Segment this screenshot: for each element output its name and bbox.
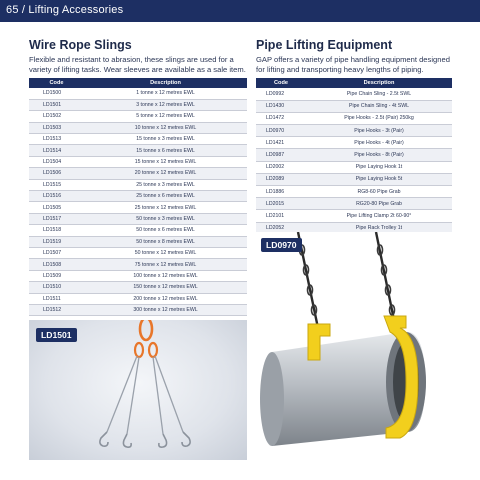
- product-code-cell: LD1430: [256, 100, 306, 112]
- product-code-cell: LD1519: [29, 236, 84, 247]
- product-description-cell: Pipe Hooks - 3t (Pair): [306, 125, 452, 137]
- product-code-cell: LD1886: [256, 186, 306, 198]
- table-row: [29, 236, 247, 247]
- product-description-cell: 100 tonne x 12 metres EWL: [84, 270, 247, 281]
- product-description-cell: 300 tonne x 12 metres EWL: [84, 304, 247, 315]
- pipe-lifting-table: [256, 78, 452, 235]
- table-row: [256, 100, 452, 112]
- product-description-cell: 3 tonne x 12 metres EWL: [84, 99, 247, 110]
- product-code-cell: LD2015: [256, 198, 306, 210]
- pipe-lifting-heading: Pipe Lifting Equipment: [256, 38, 393, 52]
- product-code-cell: LD1502: [29, 111, 84, 122]
- column-header-code: Code: [256, 78, 306, 88]
- pipe-lifting-intro: GAP offers a variety of pipe handling equipment designed for lifting and transporting heavy lengths of piping.: [256, 55, 450, 74]
- product-description-cell: 75 tonne x 12 metres EWL: [84, 259, 247, 270]
- product-code-cell: LD1509: [29, 270, 84, 281]
- table-row: [29, 191, 247, 202]
- table-row: [29, 122, 247, 133]
- product-description-cell: Pipe Hooks - 2.5t (Pair) 250kg: [306, 112, 452, 124]
- product-description-cell: 25 tonne x 6 metres EWL: [84, 191, 247, 202]
- product-description-cell: RG8-60 Pipe Grab: [306, 186, 452, 198]
- product-description-cell: 50 tonne x 3 metres EWL: [84, 213, 247, 224]
- product-code-cell: LD1513: [29, 134, 84, 145]
- product-code-cell: LD1517: [29, 213, 84, 224]
- product-code-cell: LD1510: [29, 282, 84, 293]
- table-row: [29, 202, 247, 213]
- product-description-cell: 50 tonne x 12 metres EWL: [84, 247, 247, 258]
- product-description-cell: Pipe Hooks - 4t (Pair): [306, 137, 452, 149]
- table-row: [256, 161, 452, 173]
- product-code-cell: LD1421: [256, 137, 306, 149]
- product-description-cell: 20 tonne x 12 metres EWL: [84, 168, 247, 179]
- wire-rope-intro: Flexible and resistant to abrasion, these slings are used for a variety of lifting tasks. Wear sleeves are available as a sale item.: [29, 55, 246, 74]
- product-code-cell: LD1518: [29, 225, 84, 236]
- table-row: [29, 282, 247, 293]
- section-title: Lifting Accessories: [28, 4, 124, 16]
- page-number: 65: [6, 4, 19, 16]
- product-code-cell: LD2101: [256, 210, 306, 222]
- pipe-hooks-photo: [256, 232, 452, 480]
- product-code-cell: LD2089: [256, 173, 306, 185]
- table-row: [29, 247, 247, 258]
- table-row: [29, 145, 247, 156]
- product-description-cell: Pipe Lifting Clamp 2t 60-90°: [306, 210, 452, 222]
- table-row: [29, 293, 247, 304]
- table-row: [256, 210, 452, 222]
- page-header-bar: [0, 0, 480, 22]
- product-code-cell: LD0987: [256, 149, 306, 161]
- wire-rope-table: [29, 78, 247, 316]
- table-row: [29, 259, 247, 270]
- table-row: [29, 225, 247, 236]
- table-row: [29, 179, 247, 190]
- pipe-hooks-illustration: [256, 232, 452, 480]
- product-description-cell: Pipe Rack Trolley 1t: [306, 222, 452, 234]
- column-header-description: Description: [306, 78, 452, 88]
- product-description-cell: 150 tonne x 12 metres EWL: [84, 282, 247, 293]
- page-header-text: 65 / Lifting Accessories: [6, 4, 124, 16]
- product-code-cell: LD1516: [29, 191, 84, 202]
- product-code-cell: LD2052: [256, 222, 306, 234]
- product-code-cell: LD1515: [29, 179, 84, 190]
- product-code-cell: LD1507: [29, 247, 84, 258]
- wire-rope-sling-photo: [29, 320, 247, 460]
- product-code-cell: LD0970: [256, 125, 306, 137]
- product-description-cell: 25 tonne x 12 metres EWL: [84, 202, 247, 213]
- product-code-cell: LD1505: [29, 202, 84, 213]
- product-code-cell: LD1514: [29, 145, 84, 156]
- product-code-cell: LD1500: [29, 88, 84, 99]
- table-row: [256, 137, 452, 149]
- product-code-cell: LD1501: [29, 99, 84, 110]
- table-row: [256, 173, 452, 185]
- table-row: [29, 156, 247, 167]
- table-row: [29, 168, 247, 179]
- product-description-cell: Pipe Chain Sling - 2.5t SWL: [306, 88, 452, 100]
- product-description-cell: Pipe Laying Hook 5t: [306, 173, 452, 185]
- product-code-cell: LD1503: [29, 122, 84, 133]
- product-description-cell: 50 tonne x 8 metres EWL: [84, 236, 247, 247]
- product-code-cell: LD1472: [256, 112, 306, 124]
- product-description-cell: 15 tonne x 6 metres EWL: [84, 145, 247, 156]
- table-row: [256, 186, 452, 198]
- table-header-row: [29, 78, 247, 88]
- product-description-cell: 5 tonne x 12 metres EWL: [84, 111, 247, 122]
- table-row: [256, 125, 452, 137]
- product-description-cell: Pipe Laying Hook 1t: [306, 161, 452, 173]
- product-description-cell: 15 tonne x 12 metres EWL: [84, 156, 247, 167]
- table-row: [29, 213, 247, 224]
- product-description-cell: 200 tonne x 12 metres EWL: [84, 293, 247, 304]
- column-header-description: Description: [84, 78, 247, 88]
- product-description-cell: 50 tonne x 6 metres EWL: [84, 225, 247, 236]
- table-row: [29, 270, 247, 281]
- product-description-cell: Pipe Hooks - 8t (Pair): [306, 149, 452, 161]
- table-row: [29, 111, 247, 122]
- product-description-cell: Pipe Chain Sling - 4t SWL: [306, 100, 452, 112]
- product-description-cell: 1 tonne x 12 metres EWL: [84, 88, 247, 99]
- wire-rope-product-badge: LD1501: [36, 328, 77, 342]
- pipe-lifting-product-badge: LD0970: [261, 238, 302, 252]
- wire-rope-heading: Wire Rope Slings: [29, 38, 132, 52]
- table-row: [256, 112, 452, 124]
- product-code-cell: LD1504: [29, 156, 84, 167]
- table-header-row: [256, 78, 452, 88]
- product-description-cell: 25 tonne x 3 metres EWL: [84, 179, 247, 190]
- product-code-cell: LD1506: [29, 168, 84, 179]
- table-row: [256, 149, 452, 161]
- table-row: [256, 88, 452, 100]
- product-code-cell: LD2002: [256, 161, 306, 173]
- column-header-code: Code: [29, 78, 84, 88]
- table-row: [29, 134, 247, 145]
- product-description-cell: 10 tonne x 12 metres EWL: [84, 122, 247, 133]
- product-code-cell: LD1511: [29, 293, 84, 304]
- table-row: [29, 99, 247, 110]
- table-row: [29, 304, 247, 315]
- product-description-cell: RG20-80 Pipe Grab: [306, 198, 452, 210]
- product-description-cell: 15 tonne x 3 metres EWL: [84, 134, 247, 145]
- product-code-cell: LD1512: [29, 304, 84, 315]
- table-row: [29, 88, 247, 99]
- table-row: [256, 198, 452, 210]
- product-code-cell: LD0992: [256, 88, 306, 100]
- product-code-cell: LD1508: [29, 259, 84, 270]
